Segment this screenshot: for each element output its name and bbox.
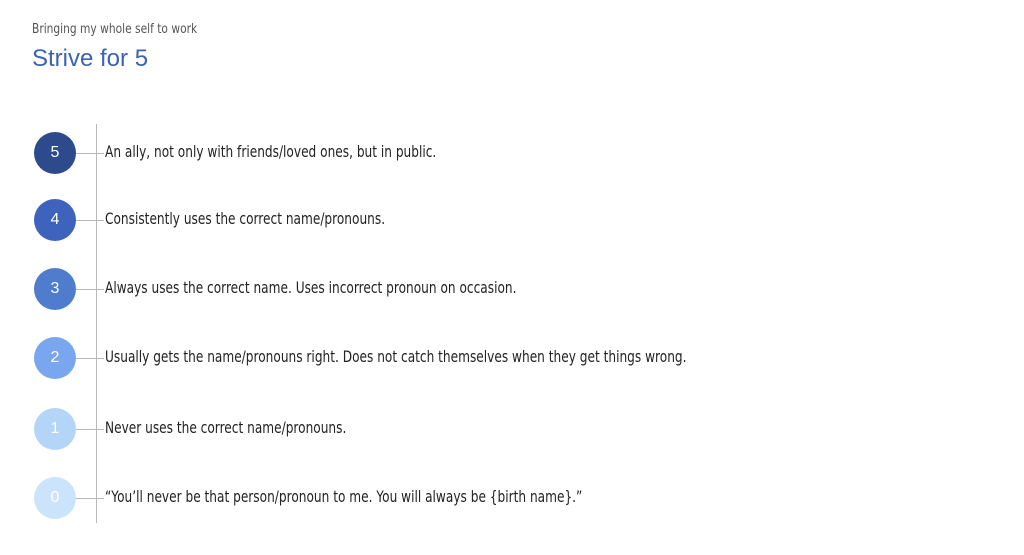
level-description: Usually gets the name/pronouns right. Does not catch themselves when they get things wrong. — [105, 347, 687, 366]
level-badge: 3 — [34, 268, 76, 310]
level-3 — [34, 268, 934, 310]
level-0 — [34, 477, 934, 519]
level-badge: 5 — [34, 132, 76, 174]
level-badge: 0 — [34, 477, 76, 519]
level-1 — [34, 408, 934, 450]
connector-line — [76, 498, 104, 499]
level-2 — [34, 337, 934, 379]
level-description: Never uses the correct name/pronouns. — [105, 418, 347, 437]
level-badge: 4 — [34, 199, 76, 241]
connector-line — [76, 429, 104, 430]
connector-line — [76, 153, 104, 154]
level-badge: 2 — [34, 337, 76, 379]
connector-line — [76, 289, 104, 290]
level-badge: 1 — [34, 408, 76, 450]
connector-line — [76, 220, 104, 221]
level-5 — [34, 132, 934, 174]
level-description: Consistently uses the correct name/pronouns. — [105, 209, 386, 228]
page-title: Strive for 5 — [32, 45, 149, 72]
page-subtitle: Bringing my whole self to work — [32, 22, 198, 37]
level-4 — [34, 199, 934, 241]
level-description: An ally, not only with friends/loved ones, but in public. — [105, 142, 437, 161]
level-description: Always uses the correct name. Uses incorrect pronoun on occasion. — [105, 278, 517, 297]
level-description: “You’ll never be that person/pronoun to me. You will always be {birth name}.” — [105, 487, 583, 506]
connector-line — [76, 358, 104, 359]
